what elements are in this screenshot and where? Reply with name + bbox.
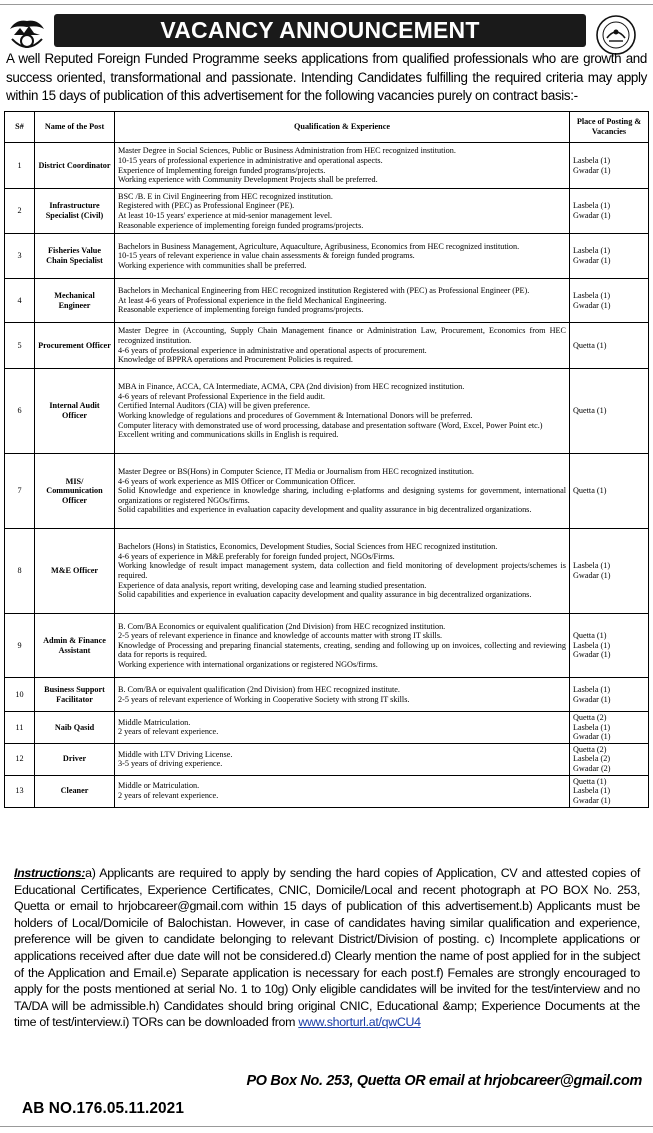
- qualification-line: 3-5 years of driving experience.: [118, 759, 223, 769]
- serial-cell: 6: [5, 369, 35, 454]
- qualification-line: 4-6 years of professional experience in administrative and operational aspects of procurement.: [118, 345, 427, 355]
- post-name-cell: Internal Audit Officer: [35, 369, 115, 454]
- qualification-cell: [115, 678, 570, 712]
- place-line: Lasbela (1): [573, 786, 611, 796]
- qualification-line: 2-5 years of relevant experience of Working in Cooperative Society with strong IT skills.: [118, 694, 410, 704]
- table-row: [5, 189, 649, 234]
- table-row: [5, 143, 649, 189]
- qualification-line: At least 4-6 years of Professional experience in the field Mechanical Engineering.: [118, 295, 387, 305]
- post-name-cell: District Coordinator: [35, 143, 115, 189]
- qualification-line: Working knowledge of result impact management system, data collection and field monitoring of development projects/schemes is required.: [118, 561, 566, 580]
- table-row: [5, 234, 649, 279]
- place-cell: [570, 743, 649, 775]
- qualification-line: Excellent writing and communications skills in English is required.: [118, 430, 339, 440]
- place-cell: [570, 614, 649, 678]
- instructions-text: a) Applicants are required to apply by sending the hard copies of Application, CV and attested copies of Educational Certificates, Experience Certificates, CNIC, Domicile/Local and recent photograph at PO BOX No. 253, Quetta or email to hrjobcareer@gmail.com within 15 days of publication of this advertisement.b) Applicants must be holders of Local/Domicile of Balochistan. However, in case of candidates having similar qualification and experience, preference will be given to candidate belonging to relevant District/Division of posting. c) Incomplete applications or applications received after due date will not be considered.d) Clearly mention the name of post applied for in the subject of the Application and Email.e) Separate application is necessary for each post.f) Females are strongly encouraged to apply for the posts mentioned at serial No. 1 to 10g) Only eligible candidates will be invited for the test/interview and no TA/DA will be admissible.h) Candidates should bring original CNIC, Educational &amp; Experience Documents at the time of test/interview.i) TORs can be downloaded from: [14, 866, 640, 1030]
- qualification-cell: [115, 279, 570, 323]
- serial-cell: 12: [5, 743, 35, 775]
- place-line: Lasbela (1): [573, 290, 611, 300]
- qualification-line: Bachelors (Hons) in Statistics, Economics, Development Studies, Social Sciences from HEC recognized institution.: [118, 542, 498, 552]
- post-name-cell: Procurement Officer: [35, 323, 115, 369]
- post-name-cell: M&E Officer: [35, 529, 115, 614]
- place-line: Lasbela (1): [573, 561, 611, 571]
- qualification-line: 2 years of relevant experience.: [118, 791, 219, 801]
- post-name-cell: MIS/ Communication Officer: [35, 454, 115, 529]
- qualification-line: Solid capabilities and experience in evaluation capacity development and quality assurance in big decentralized organizations.: [118, 505, 532, 515]
- qualification-line: Working experience with Community Development Projects shall be preferred.: [118, 175, 378, 185]
- qualification-line: Working knowledge of regulations and procedures of Government & International Donors will be preferred.: [118, 411, 473, 420]
- place-line: Quetta (1): [573, 340, 607, 350]
- place-cell: [570, 234, 649, 279]
- vacancy-table: [4, 111, 649, 808]
- qualification-cell: [115, 614, 570, 678]
- qualification-line: At least 10-15 years' experience at mid-senior management level.: [118, 211, 333, 220]
- place-line: Lasbela (1): [573, 155, 611, 165]
- place-cell: [570, 678, 649, 712]
- place-cell: [570, 775, 649, 807]
- page-title: VACANCY ANNOUNCEMENT: [54, 14, 586, 47]
- serial-cell: 1: [5, 143, 35, 189]
- qualification-cell: [115, 234, 570, 279]
- qualification-cell: [115, 712, 570, 744]
- bottom-edge: [0, 1126, 653, 1127]
- qualification-cell: [115, 775, 570, 807]
- place-cell: [570, 323, 649, 369]
- place-cell: [570, 454, 649, 529]
- qualification-line: 2-5 years of relevant experience in finance and knowledge of accounts matter with strong IT skills.: [118, 631, 443, 641]
- col-header-serial: S#: [5, 112, 35, 143]
- qualification-line: Solid capabilities and experience in evaluation capacity development and quality assurance in big decentralized organizations.: [118, 590, 532, 600]
- col-header-qualification: Qualification & Experience: [115, 112, 570, 143]
- qualification-line: B. Com/BA Economics or equivalent qualification (2nd Division) from HEC recognized institution.: [118, 621, 446, 631]
- qualification-cell: [115, 189, 570, 234]
- qualification-cell: [115, 454, 570, 529]
- qualification-line: Experience of Implementing foreign funded programs/projects.: [118, 165, 326, 175]
- serial-cell: 13: [5, 775, 35, 807]
- table-header-row: [5, 112, 649, 143]
- top-edge: [0, 0, 653, 5]
- qualification-line: Middle Matriculation.: [118, 717, 191, 727]
- qualification-line: B. Com/BA or equivalent qualification (2nd Division) from HEC recognized institute.: [118, 684, 400, 694]
- table-row: [5, 678, 649, 712]
- table-row: [5, 279, 649, 323]
- qualification-line: Reasonable experience of implementing foreign funded programs/projects.: [118, 305, 364, 315]
- place-line: Gwadar (1): [573, 211, 611, 220]
- qualification-line: 2 years of relevant experience.: [118, 727, 219, 737]
- serial-cell: 10: [5, 678, 35, 712]
- instructions-paragraph: [14, 865, 640, 1031]
- post-name-cell: Cleaner: [35, 775, 115, 807]
- place-line: Quetta (1): [573, 406, 607, 416]
- col-header-place: Place of Posting & Vacancies: [570, 112, 649, 143]
- place-cell: [570, 529, 649, 614]
- serial-cell: 9: [5, 614, 35, 678]
- post-name-cell: Fisheries Value Chain Specialist: [35, 234, 115, 279]
- post-name-cell: Naib Qasid: [35, 712, 115, 744]
- qualification-line: Knowledge of Processing and preparing financial statements, creating, sending and following up on invoices, collecting and reviewing data for reports is required.: [118, 640, 566, 660]
- place-line: Gwadar (1): [573, 795, 611, 805]
- place-line: Lasbela (1): [573, 722, 611, 732]
- place-line: Quetta (2): [573, 744, 607, 754]
- table-row: [5, 323, 649, 369]
- contact-line: PO Box No. 253, Quetta OR email at hrjobcareer@gmail.com: [246, 1073, 642, 1089]
- post-name-cell: Mechanical Engineer: [35, 279, 115, 323]
- tor-download-link[interactable]: www.shorturl.at/qwCU4: [298, 1015, 421, 1030]
- qualification-line: Master Degree in (Accounting, Supply Chain Management finance or Administration Law, Procurement, Economics from HEC recognized institution.: [118, 326, 566, 345]
- qualification-line: 4-6 years of relevant Professional Experience in the field audit.: [118, 391, 325, 401]
- qualification-line: BSC /B. E in Civil Engineering from HEC recognized institution.: [118, 191, 333, 201]
- qualification-cell: [115, 369, 570, 454]
- qualification-line: 10-15 years of professional experience in administrative and operational aspects.: [118, 155, 383, 165]
- qualification-cell: [115, 143, 570, 189]
- serial-cell: 7: [5, 454, 35, 529]
- table-row: [5, 369, 649, 454]
- qualification-line: Reasonable experience of implementing foreign funded programs/projects.: [118, 220, 364, 230]
- place-line: Gwadar (1): [573, 650, 611, 660]
- qualification-line: 10-15 years of relevant experience in value chain assessments & foreign funded programs.: [118, 251, 415, 261]
- place-cell: [570, 369, 649, 454]
- post-name-cell: Business Support Facilitator: [35, 678, 115, 712]
- place-line: Quetta (1): [573, 631, 607, 641]
- qualification-line: 4-6 years of work experience as MIS Officer or Communication Officer.: [118, 476, 356, 486]
- place-cell: [570, 279, 649, 323]
- qualification-line: Master Degree or BS(Hons) in Computer Science, IT Media or Journalism from HEC recognized institution.: [118, 467, 474, 477]
- table-row: [5, 529, 649, 614]
- instructions-label: Instructions:: [14, 866, 86, 880]
- place-cell: [570, 189, 649, 234]
- post-name-cell: Admin & Finance Assistant: [35, 614, 115, 678]
- place-line: Gwadar (1): [573, 300, 611, 310]
- qualification-line: MBA in Finance, ACCA, CA Intermediate, ACMA, CPA (2nd division) from HEC recognized institution.: [118, 382, 465, 392]
- qualification-cell: [115, 743, 570, 775]
- qualification-line: Working experience with international organizations or registered NGOs/firms.: [118, 659, 378, 669]
- serial-cell: 2: [5, 189, 35, 234]
- place-line: Lasbela (1): [573, 246, 611, 256]
- qualification-line: Bachelors in Mechanical Engineering from HEC recognized institution Registered with (PEC) as Professional Engineer (PE).: [118, 286, 530, 296]
- qualification-line: Working experience with communities shall be preferred.: [118, 260, 307, 270]
- table-row: [5, 454, 649, 529]
- place-line: Quetta (1): [573, 486, 607, 496]
- qualification-line: 4-6 years of experience in M&E preferably for foreign funded project, NGOs/Firms.: [118, 551, 395, 561]
- balochistan-emblem-icon: [8, 15, 46, 53]
- table-row: [5, 614, 649, 678]
- place-line: Quetta (1): [573, 776, 607, 786]
- serial-cell: 3: [5, 234, 35, 279]
- place-line: Gwadar (1): [573, 571, 611, 580]
- table-row: [5, 775, 649, 807]
- ad-number: AB NO.176.05.11.2021: [22, 1100, 185, 1117]
- qualification-line: Computer literacy with demonstrated use of word processing, database and presentation software (Word, Excel, Power Point etc.): [118, 420, 543, 430]
- place-line: Lasbela (1): [573, 640, 611, 650]
- col-header-post: Name of the Post: [35, 112, 115, 143]
- post-name-cell: Driver: [35, 743, 115, 775]
- place-line: Gwadar (2): [573, 763, 611, 773]
- place-cell: [570, 143, 649, 189]
- qualification-line: Solid Knowledge and experience in knowledge sharing, including e-platforms and designing systems for government, international organizations or registered NGOs/firms.: [118, 486, 566, 505]
- table-row: [5, 712, 649, 744]
- place-line: Lasbela (1): [573, 684, 611, 694]
- serial-cell: 4: [5, 279, 35, 323]
- qualification-line: Master Degree in Social Sciences, Public or Business Administration from HEC recognized institution.: [118, 146, 456, 156]
- place-line: Lasbela (2): [573, 754, 611, 764]
- place-line: Gwadar (1): [573, 694, 611, 704]
- qualification-line: Certified Internal Auditors (CIA) will be given preference.: [118, 401, 310, 411]
- intro-paragraph: A well Reputed Foreign Funded Programme seeks applications from qualified professionals who are growth and success oriented, transformational and passionate. Intending Candidates fulfilling the required criteria may apply within 15 days of publication of this advertisement for the following vacancies purely on contract basis:-: [6, 51, 647, 104]
- serial-cell: 5: [5, 323, 35, 369]
- table-row: [5, 743, 649, 775]
- qualification-cell: [115, 323, 570, 369]
- post-name-cell: Infrastructure Specialist (Civil): [35, 189, 115, 234]
- qualification-line: Registered with (PEC) as Professional Engineer (PE).: [118, 201, 295, 211]
- place-line: Gwadar (1): [573, 732, 611, 742]
- serial-cell: 11: [5, 712, 35, 744]
- place-cell: [570, 712, 649, 744]
- place-line: Gwadar (1): [573, 165, 611, 175]
- qualification-line: Experience of data analysis, report writing, developing case and learning studied presentation.: [118, 580, 427, 590]
- qualification-line: Middle with LTV Driving License.: [118, 749, 233, 759]
- qualification-line: Bachelors in Business Management, Agriculture, Aquaculture, Agribusiness, Economics from HEC recognized institution.: [118, 241, 520, 251]
- qualification-cell: [115, 529, 570, 614]
- serial-cell: 8: [5, 529, 35, 614]
- place-line: Quetta (2): [573, 713, 607, 722]
- place-line: Lasbela (1): [573, 201, 611, 211]
- qualification-line: Knowledge of BPPRA operations and Procurement Policies is required.: [118, 355, 353, 365]
- qualification-line: Middle or Matriculation.: [118, 781, 200, 791]
- place-line: Gwadar (1): [573, 256, 611, 265]
